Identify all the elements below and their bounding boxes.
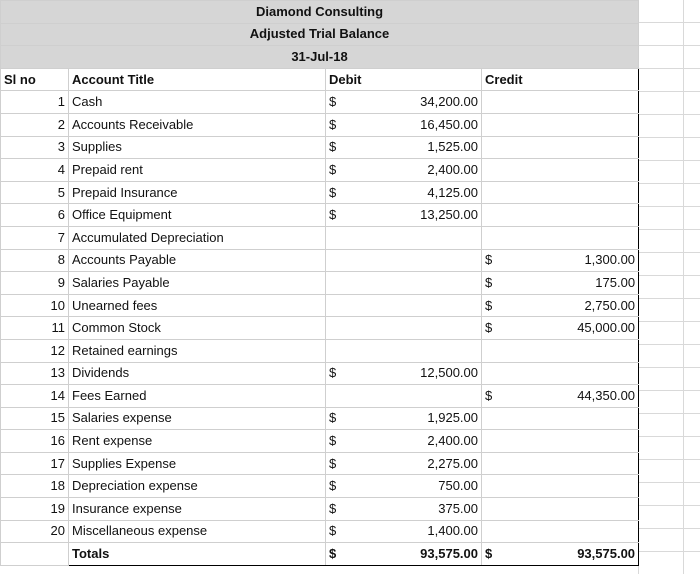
- row-sl-no: 15: [1, 407, 69, 430]
- row-credit-dollar-sign: [482, 226, 497, 249]
- row-credit-amount: 2,750.00: [497, 294, 639, 317]
- row-sl-no: 7: [1, 226, 69, 249]
- row-sl-no: 9: [1, 272, 69, 295]
- row-debit-amount: [341, 294, 482, 317]
- row-credit-dollar-sign: $: [482, 272, 497, 295]
- row-credit-dollar-sign: $: [482, 294, 497, 317]
- row-debit-amount: 750.00: [341, 475, 482, 498]
- row-account-title: Accumulated Depreciation: [69, 226, 326, 249]
- col-account-title: Account Title: [69, 68, 326, 91]
- table-row: [1, 181, 639, 204]
- row-credit-amount: [497, 407, 639, 430]
- row-debit-amount: 2,275.00: [341, 452, 482, 475]
- row-sl-no: 8: [1, 249, 69, 272]
- table-row: [1, 317, 639, 340]
- row-debit-dollar-sign: [326, 226, 341, 249]
- row-credit-dollar-sign: $: [482, 317, 497, 340]
- row-account-title: Cash: [69, 91, 326, 114]
- table-row: [1, 498, 639, 521]
- row-account-title: Common Stock: [69, 317, 326, 340]
- totals-debit-amount: 93,575.00: [341, 543, 482, 566]
- row-account-title: Retained earnings: [69, 339, 326, 362]
- row-credit-dollar-sign: [482, 362, 497, 385]
- row-credit-amount: [497, 339, 639, 362]
- spreadsheet-gridlines: [638, 0, 700, 574]
- row-credit-amount: [497, 91, 639, 114]
- row-debit-amount: [341, 272, 482, 295]
- table-row: [1, 136, 639, 159]
- row-debit-amount: [341, 249, 482, 272]
- row-debit-amount: 2,400.00: [341, 159, 482, 182]
- totals-row: [1, 543, 639, 566]
- row-debit-dollar-sign: [326, 294, 341, 317]
- row-credit-dollar-sign: [482, 430, 497, 453]
- row-debit-amount: 1,925.00: [341, 407, 482, 430]
- table-row: [1, 475, 639, 498]
- row-account-title: Office Equipment: [69, 204, 326, 227]
- row-debit-dollar-sign: $: [326, 407, 341, 430]
- row-debit-dollar-sign: $: [326, 520, 341, 543]
- row-credit-dollar-sign: [482, 181, 497, 204]
- row-credit-amount: 45,000.00: [497, 317, 639, 340]
- col-credit: Credit: [482, 68, 639, 91]
- row-credit-amount: 44,350.00: [497, 385, 639, 408]
- table-row: [1, 91, 639, 114]
- row-sl-no: 6: [1, 204, 69, 227]
- row-credit-dollar-sign: [482, 204, 497, 227]
- table-row: [1, 362, 639, 385]
- row-debit-amount: 4,125.00: [341, 181, 482, 204]
- row-account-title: Accounts Receivable: [69, 113, 326, 136]
- column-header-row: [1, 68, 639, 91]
- row-sl-no: 10: [1, 294, 69, 317]
- row-credit-dollar-sign: [482, 91, 497, 114]
- row-sl-no: 17: [1, 452, 69, 475]
- row-debit-amount: 34,200.00: [341, 91, 482, 114]
- row-debit-amount: 12,500.00: [341, 362, 482, 385]
- row-sl-no: 2: [1, 113, 69, 136]
- table-row: [1, 430, 639, 453]
- row-credit-dollar-sign: [482, 136, 497, 159]
- row-sl-no: 11: [1, 317, 69, 340]
- row-credit-dollar-sign: [482, 475, 497, 498]
- table-row: [1, 452, 639, 475]
- row-credit-amount: [497, 498, 639, 521]
- row-account-title: Prepaid Insurance: [69, 181, 326, 204]
- row-debit-amount: 1,525.00: [341, 136, 482, 159]
- table-row: [1, 294, 639, 317]
- row-account-title: Supplies: [69, 136, 326, 159]
- row-credit-dollar-sign: [482, 113, 497, 136]
- row-debit-dollar-sign: $: [326, 475, 341, 498]
- row-debit-dollar-sign: [326, 249, 341, 272]
- table-row: [1, 226, 639, 249]
- row-credit-amount: [497, 475, 639, 498]
- row-credit-amount: [497, 362, 639, 385]
- row-credit-amount: [497, 159, 639, 182]
- row-sl-no: 20: [1, 520, 69, 543]
- totals-sl-empty: [1, 543, 69, 566]
- row-sl-no: 14: [1, 385, 69, 408]
- row-debit-dollar-sign: $: [326, 452, 341, 475]
- table-row: [1, 204, 639, 227]
- row-account-title: Depreciation expense: [69, 475, 326, 498]
- row-account-title: Supplies Expense: [69, 452, 326, 475]
- row-account-title: Fees Earned: [69, 385, 326, 408]
- row-sl-no: 4: [1, 159, 69, 182]
- row-account-title: Unearned fees: [69, 294, 326, 317]
- row-debit-amount: 13,250.00: [341, 204, 482, 227]
- row-debit-dollar-sign: $: [326, 159, 341, 182]
- row-account-title: Accounts Payable: [69, 249, 326, 272]
- row-credit-amount: [497, 520, 639, 543]
- row-credit-amount: [497, 204, 639, 227]
- row-account-title: Salaries expense: [69, 407, 326, 430]
- row-credit-dollar-sign: [482, 520, 497, 543]
- table-row: [1, 407, 639, 430]
- row-sl-no: 5: [1, 181, 69, 204]
- table-row: [1, 249, 639, 272]
- table-row: [1, 520, 639, 543]
- row-credit-dollar-sign: [482, 407, 497, 430]
- totals-label: Totals: [69, 543, 326, 566]
- row-debit-amount: [341, 317, 482, 340]
- row-account-title: Rent expense: [69, 430, 326, 453]
- row-account-title: Miscellaneous expense: [69, 520, 326, 543]
- row-debit-dollar-sign: [326, 272, 341, 295]
- row-account-title: Salaries Payable: [69, 272, 326, 295]
- row-sl-no: 1: [1, 91, 69, 114]
- row-debit-amount: 375.00: [341, 498, 482, 521]
- table-row: [1, 339, 639, 362]
- row-debit-amount: 1,400.00: [341, 520, 482, 543]
- row-credit-dollar-sign: [482, 452, 497, 475]
- row-debit-dollar-sign: $: [326, 136, 341, 159]
- row-credit-amount: 1,300.00: [497, 249, 639, 272]
- row-sl-no: 19: [1, 498, 69, 521]
- row-debit-amount: [341, 385, 482, 408]
- row-sl-no: 16: [1, 430, 69, 453]
- row-debit-dollar-sign: $: [326, 181, 341, 204]
- report-title: Adjusted Trial Balance: [1, 23, 639, 46]
- row-debit-dollar-sign: $: [326, 362, 341, 385]
- row-credit-amount: [497, 430, 639, 453]
- row-credit-dollar-sign: [482, 339, 497, 362]
- row-sl-no: 18: [1, 475, 69, 498]
- col-sl-no: Sl no: [1, 68, 69, 91]
- row-debit-dollar-sign: $: [326, 430, 341, 453]
- row-debit-dollar-sign: [326, 339, 341, 362]
- row-credit-dollar-sign: [482, 159, 497, 182]
- row-credit-dollar-sign: $: [482, 249, 497, 272]
- table-row: [1, 159, 639, 182]
- row-debit-dollar-sign: [326, 385, 341, 408]
- row-credit-amount: [497, 226, 639, 249]
- row-credit-amount: [497, 113, 639, 136]
- company-name: Diamond Consulting: [1, 1, 639, 24]
- row-credit-dollar-sign: $: [482, 385, 497, 408]
- row-debit-amount: [341, 226, 482, 249]
- row-debit-dollar-sign: $: [326, 91, 341, 114]
- row-sl-no: 12: [1, 339, 69, 362]
- table-row: [1, 113, 639, 136]
- row-debit-amount: 16,450.00: [341, 113, 482, 136]
- row-sl-no: 3: [1, 136, 69, 159]
- col-debit: Debit: [326, 68, 482, 91]
- table-row: [1, 385, 639, 408]
- row-credit-amount: 175.00: [497, 272, 639, 295]
- row-account-title: Dividends: [69, 362, 326, 385]
- row-debit-dollar-sign: $: [326, 498, 341, 521]
- row-debit-dollar-sign: $: [326, 204, 341, 227]
- row-debit-amount: 2,400.00: [341, 430, 482, 453]
- totals-credit-dollar-sign: $: [482, 543, 497, 566]
- row-credit-amount: [497, 452, 639, 475]
- row-debit-dollar-sign: [326, 317, 341, 340]
- row-account-title: Prepaid rent: [69, 159, 326, 182]
- row-debit-dollar-sign: $: [326, 113, 341, 136]
- row-credit-dollar-sign: [482, 498, 497, 521]
- row-account-title: Insurance expense: [69, 498, 326, 521]
- row-debit-amount: [341, 339, 482, 362]
- report-date: 31-Jul-18: [1, 46, 639, 69]
- table-row: [1, 272, 639, 295]
- totals-credit-amount: 93,575.00: [497, 543, 639, 566]
- row-sl-no: 13: [1, 362, 69, 385]
- totals-debit-dollar-sign: $: [326, 543, 341, 566]
- row-credit-amount: [497, 136, 639, 159]
- row-credit-amount: [497, 181, 639, 204]
